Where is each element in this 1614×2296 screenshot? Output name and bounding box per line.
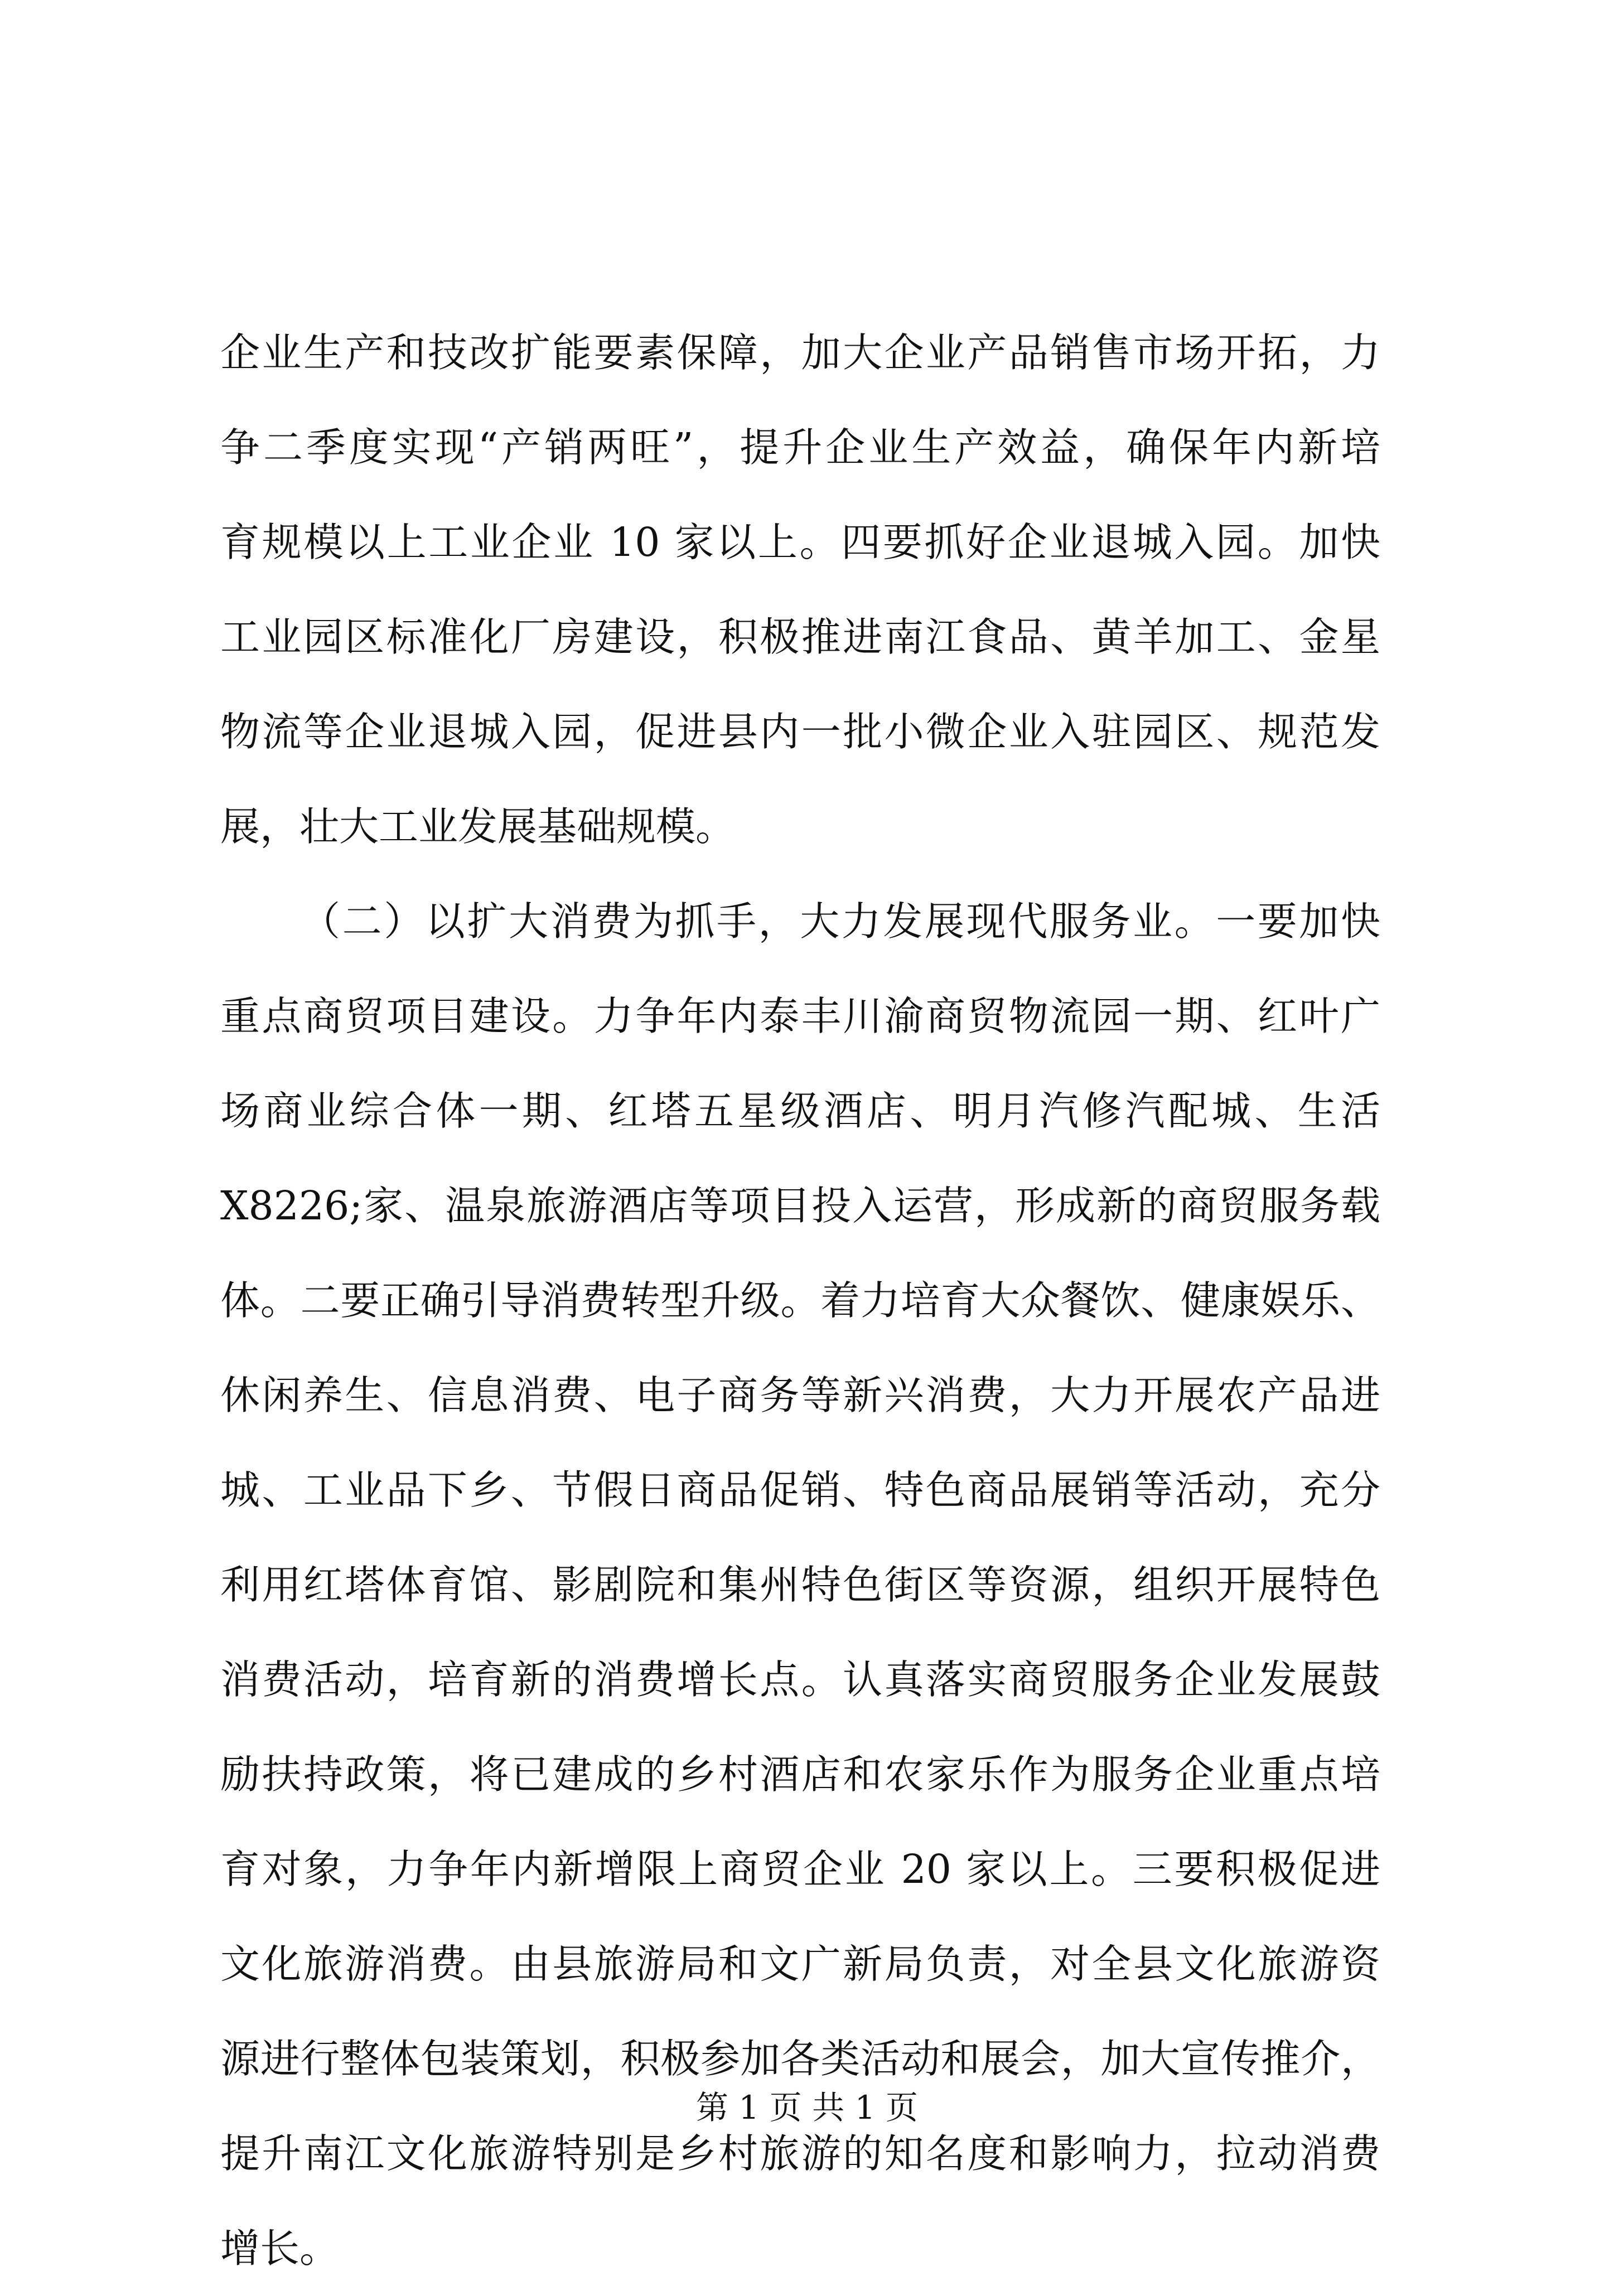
text-line: 企业生产和技改扩能要素保障，加大企业产品销售市场开拓，力 bbox=[220, 330, 1380, 376]
text-line: 提升南江文化旅游特别是乡村旅游的知名度和影响力，拉动消费 bbox=[220, 2130, 1380, 2177]
text-line: 育对象，力争年内新增限上商贸企业 20 家以上。三要积极促进 bbox=[220, 1846, 1380, 1892]
text-line: 物流等企业退城入园，促进县内一批小微企业入驻园区、规范发 bbox=[220, 709, 1380, 755]
text-line: 体。二要正确引导消费转型升级。着力培育大众餐饮、健康娱乐、 bbox=[220, 1277, 1380, 1324]
text-line: X8226;家、温泉旅游酒店等项目投入运营，形成新的商贸服务载 bbox=[220, 1183, 1380, 1229]
text-line: 工业园区标准化厂房建设，积极推进南江食品、黄羊加工、金星 bbox=[220, 614, 1380, 660]
text-line: 利用红塔体育馆、影剧院和集州特色街区等资源，组织开展特色 bbox=[220, 1562, 1380, 1608]
text-line: 休闲养生、信息消费、电子商务等新兴消费，大力开展农产品进 bbox=[220, 1372, 1380, 1418]
text-line: 文化旅游消费。由县旅游局和文广新局负责，对全县文化旅游资 bbox=[220, 1941, 1380, 1987]
text-line: 展，壮大工业发展基础规模。 bbox=[220, 803, 736, 850]
page-number: 第 1 页 共 1 页 bbox=[696, 2089, 918, 2127]
text-line: 源进行整体包装策划，积极参加各类活动和展会，加大宣传推介， bbox=[220, 2036, 1380, 2082]
text-line: 育规模以上工业企业 10 家以上。四要抓好企业退城入园。加快 bbox=[220, 519, 1380, 565]
text-line: 争二季度实现“产销两旺”，提升企业生产效益，确保年内新培 bbox=[220, 424, 1380, 471]
text-line: 增长。 bbox=[220, 2225, 340, 2271]
paragraph-heading-line: （二）以扩大消费为抓手，大力发展现代服务业。一要加快 bbox=[301, 898, 1380, 944]
text-line: 重点商贸项目建设。力争年内泰丰川渝商贸物流园一期、红叶广 bbox=[220, 993, 1380, 1039]
body-text bbox=[220, 306, 1380, 2296]
text-line: 消费活动，培育新的消费增长点。认真落实商贸服务企业发展鼓 bbox=[220, 1656, 1380, 1703]
page-footer bbox=[0, 2085, 1614, 2130]
text-line: 场商业综合体一期、红塔五星级酒店、明月汽修汽配城、生活 bbox=[220, 1088, 1380, 1134]
text-line: 城、工业品下乡、节假日商品促销、特色商品展销等活动，充分 bbox=[220, 1467, 1380, 1513]
text-line: 励扶持政策，将已建成的乡村酒店和农家乐作为服务企业重点培 bbox=[220, 1751, 1380, 1798]
